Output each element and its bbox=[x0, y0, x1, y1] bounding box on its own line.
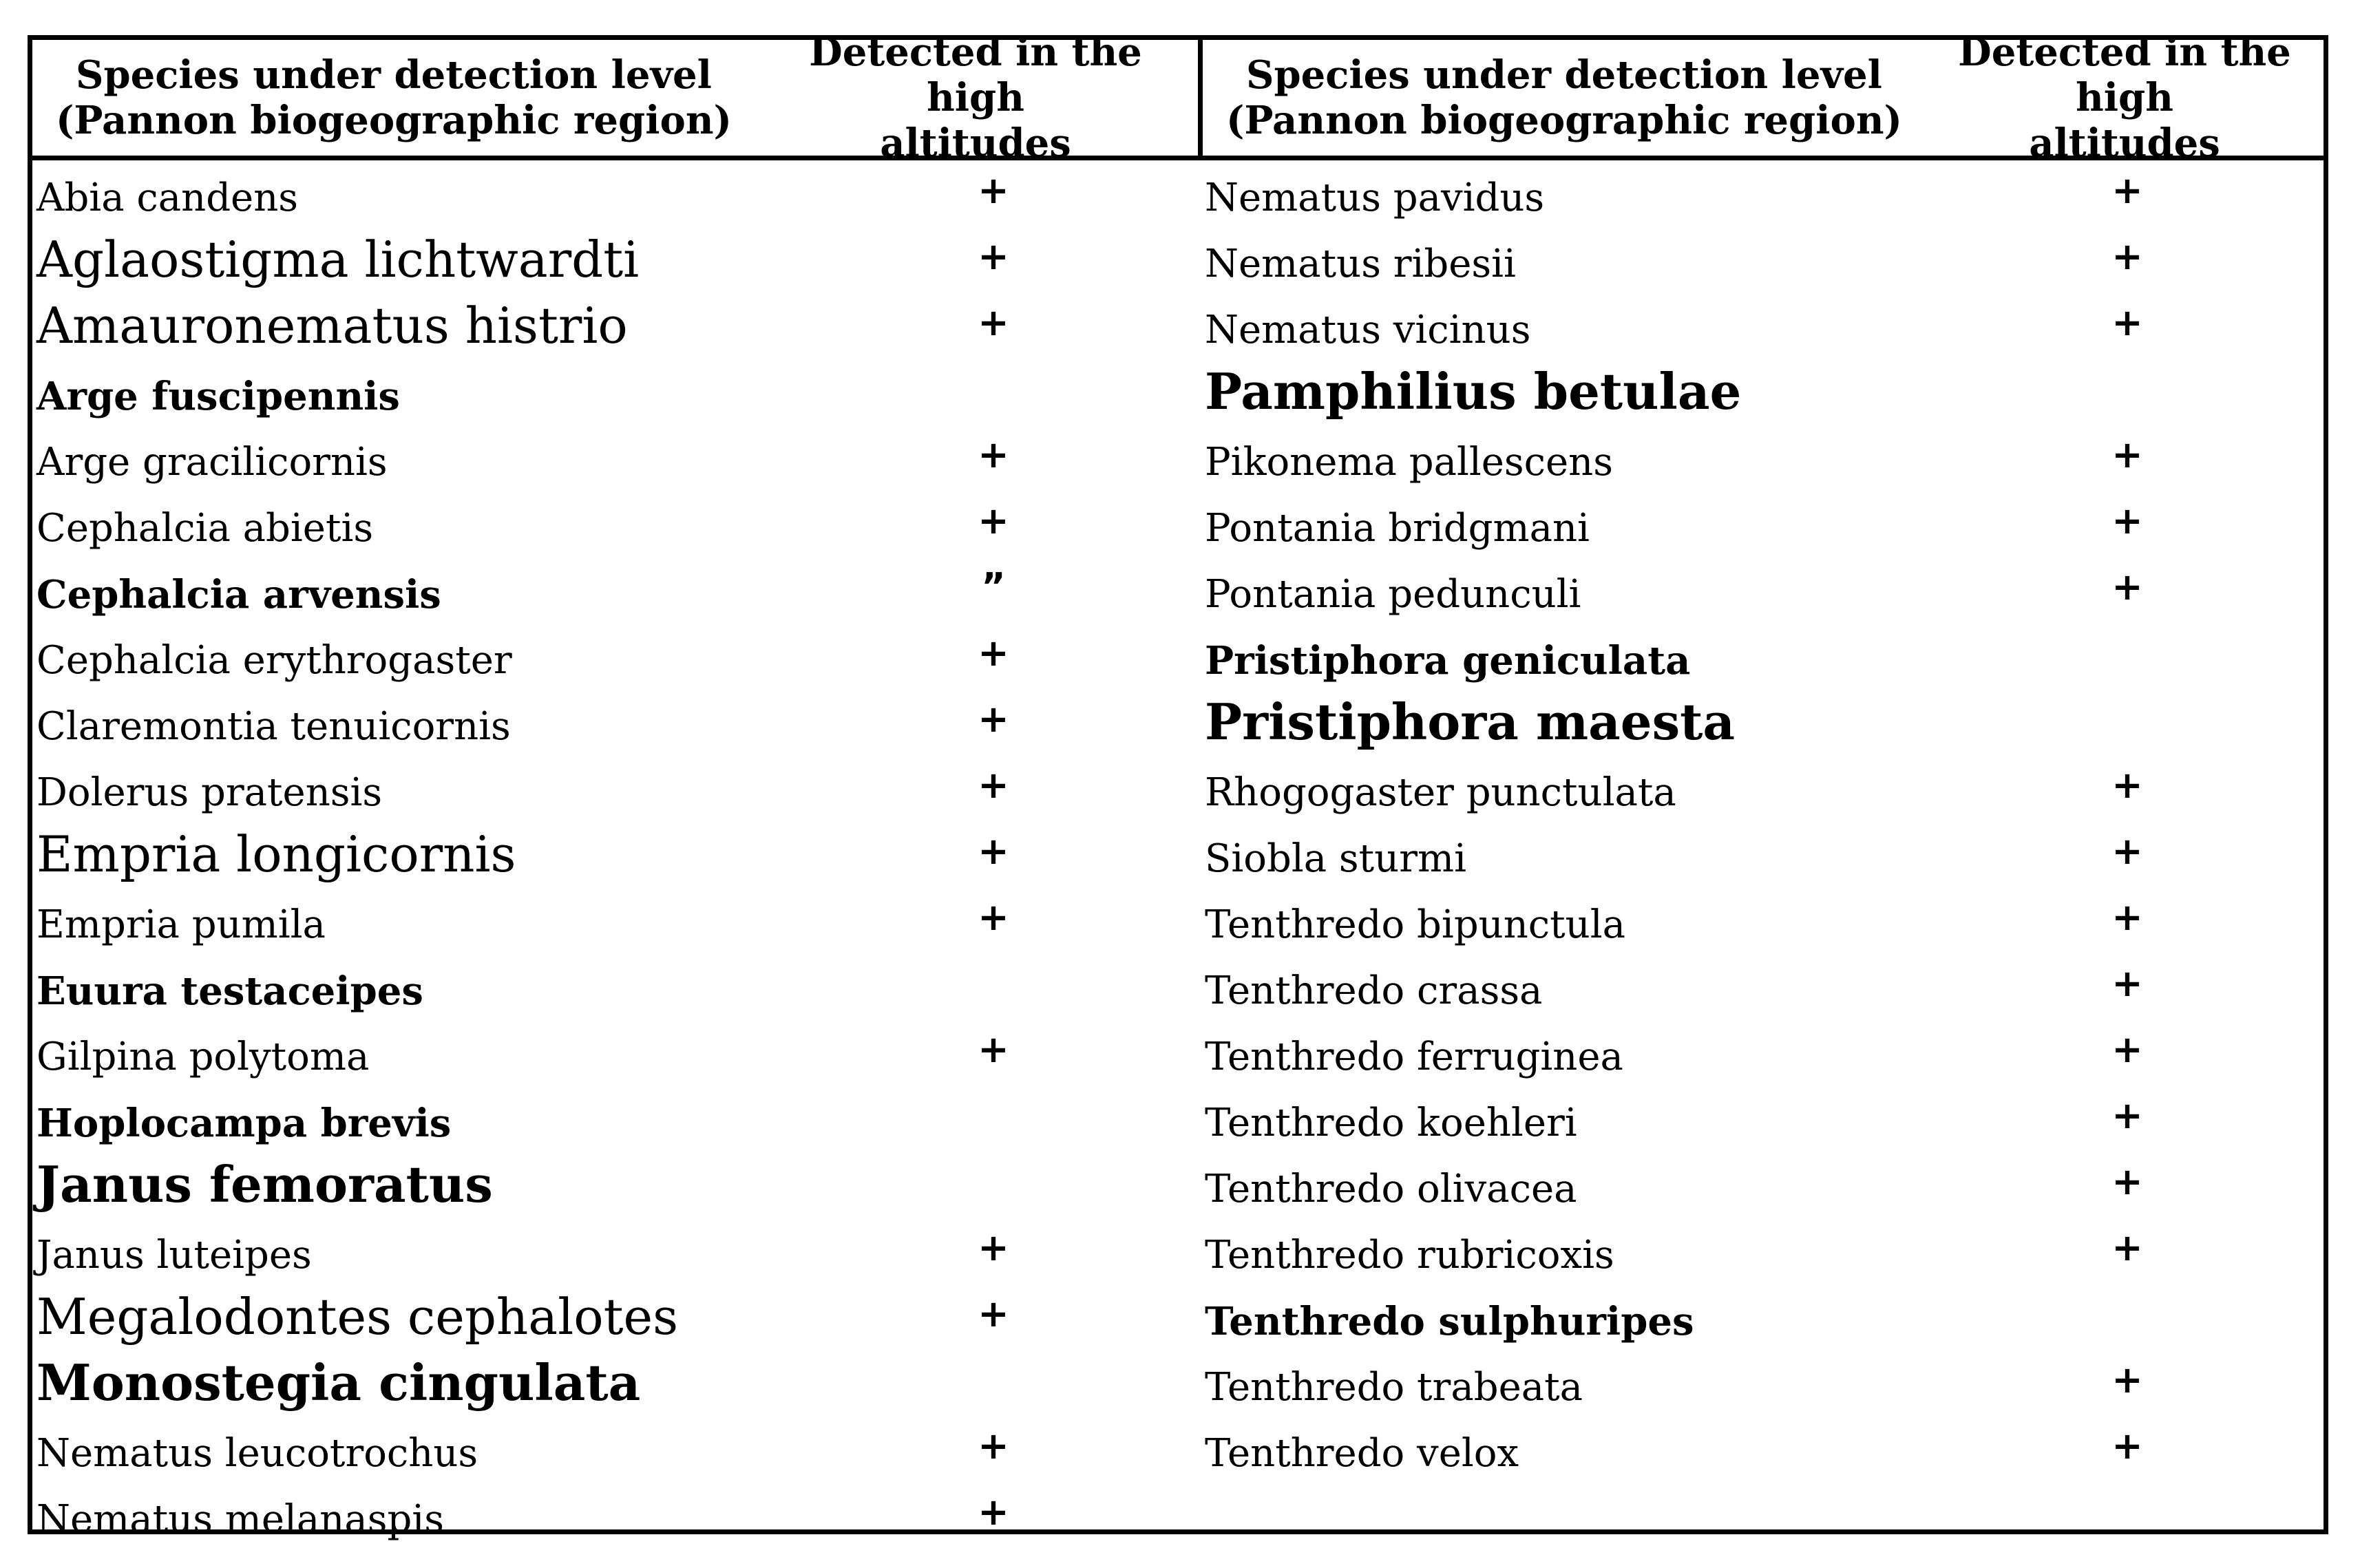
table-row bbox=[1205, 1085, 2320, 1152]
detection-mark: + bbox=[2111, 433, 2143, 476]
detection-mark: + bbox=[978, 631, 1009, 675]
species-name: Pikonema pallescens bbox=[1205, 440, 1613, 485]
species-table bbox=[28, 30, 2328, 1542]
detection-mark: + bbox=[978, 1292, 1009, 1335]
table-row bbox=[36, 623, 1193, 689]
left-column bbox=[36, 160, 1193, 1548]
table-row bbox=[36, 557, 1193, 623]
species-name: Tenthredo trabeata bbox=[1205, 1365, 1583, 1410]
detection-mark: + bbox=[978, 1424, 1009, 1468]
species-name: Empria longicornis bbox=[36, 825, 516, 883]
species-name: Tenthredo velox bbox=[1205, 1431, 1519, 1476]
species-name: Cephalcia abietis bbox=[36, 506, 374, 551]
table-row bbox=[36, 1152, 1193, 1218]
species-name: Arge gracilicornis bbox=[36, 440, 388, 485]
detection-mark: + bbox=[2111, 499, 2143, 542]
right-column bbox=[1205, 160, 2320, 1482]
species-name: Nematus melanaspis bbox=[36, 1497, 444, 1542]
detection-mark: + bbox=[2111, 1226, 2143, 1269]
species-name: Pamphilius betulae bbox=[1205, 362, 1742, 421]
table-row bbox=[1205, 1152, 2320, 1218]
species-name: Hoplocampa brevis bbox=[36, 1101, 452, 1146]
table-row bbox=[36, 160, 1193, 226]
species-name: Claremontia tenuicornis bbox=[36, 704, 511, 749]
detection-mark: + bbox=[2111, 565, 2143, 608]
table-row bbox=[36, 425, 1193, 491]
species-name: Aglaostigma lichtwardti bbox=[36, 231, 640, 288]
detection-mark: + bbox=[2111, 1160, 2143, 1203]
detection-mark: + bbox=[978, 301, 1009, 344]
header-detected-right: Detected in the high altitudes bbox=[1958, 30, 2291, 166]
header-species-left: Species under detection level (Pannon biogeographic region) bbox=[55, 52, 733, 143]
table-row bbox=[36, 359, 1193, 425]
species-name: Tenthredo rubricoxis bbox=[1205, 1233, 1614, 1278]
detection-mark: + bbox=[2111, 169, 2143, 212]
table-row bbox=[1205, 887, 2320, 953]
species-name: Tenthredo sulphuripes bbox=[1205, 1299, 1694, 1344]
detection-mark: + bbox=[978, 829, 1009, 873]
species-name: Pristiphora maesta bbox=[1205, 692, 1736, 751]
detection-mark: + bbox=[2111, 763, 2143, 807]
species-name: Tenthredo ferruginea bbox=[1205, 1035, 1623, 1079]
detection-mark: + bbox=[2111, 301, 2143, 344]
table-row bbox=[36, 755, 1193, 821]
species-name: Nematus ribesii bbox=[1205, 242, 1516, 286]
detection-mark: + bbox=[2111, 235, 2143, 278]
header-divider bbox=[1198, 40, 1203, 156]
table-row bbox=[1205, 557, 2320, 623]
species-name: Janus femoratus bbox=[36, 1155, 493, 1214]
detection-mark: + bbox=[2111, 1094, 2143, 1137]
table-row bbox=[1205, 953, 2320, 1019]
species-name: Amauronematus histrio bbox=[36, 297, 628, 354]
table-row bbox=[36, 1350, 1193, 1416]
detection-mark: + bbox=[2111, 829, 2143, 873]
species-name: Nematus vicinus bbox=[1205, 308, 1531, 352]
species-name: Cephalcia erythrogaster bbox=[36, 638, 512, 683]
species-name: Euura testaceipes bbox=[36, 968, 423, 1014]
table-row bbox=[36, 821, 1193, 887]
table-row bbox=[36, 293, 1193, 359]
species-name: Pristiphora geniculata bbox=[1205, 638, 1691, 684]
table-row bbox=[36, 887, 1193, 953]
table-row bbox=[1205, 755, 2320, 821]
detection-mark: + bbox=[978, 1226, 1009, 1269]
table-row bbox=[1205, 1416, 2320, 1482]
table-row bbox=[36, 953, 1193, 1019]
species-name: Cephalcia arvensis bbox=[36, 572, 441, 617]
detection-mark: + bbox=[978, 499, 1009, 542]
table-row bbox=[1205, 160, 2320, 226]
detection-mark: + bbox=[2111, 1424, 2143, 1468]
species-name: Gilpina polytoma bbox=[36, 1035, 370, 1079]
species-name: Dolerus pratensis bbox=[36, 770, 383, 815]
detection-mark: + bbox=[978, 697, 1009, 741]
species-name: Abia candens bbox=[36, 176, 298, 220]
species-name: Tenthredo bipunctula bbox=[1205, 902, 1626, 947]
table-row bbox=[1205, 491, 2320, 557]
detection-mark: ” bbox=[981, 565, 1006, 608]
detection-mark: + bbox=[2111, 962, 2143, 1005]
table-header bbox=[32, 30, 2324, 166]
header-species-right: Species under detection level (Pannon biogeographic region) bbox=[1225, 52, 1903, 143]
species-name: Megalodontes cephalotes bbox=[36, 1288, 679, 1346]
species-name: Nematus leucotrochus bbox=[36, 1431, 478, 1476]
table-row bbox=[1205, 623, 2320, 689]
species-name: Tenthredo olivacea bbox=[1205, 1167, 1577, 1211]
table-row bbox=[36, 491, 1193, 557]
table-row bbox=[36, 1085, 1193, 1152]
table-row bbox=[1205, 359, 2320, 425]
detection-mark: + bbox=[978, 433, 1009, 476]
table-row bbox=[36, 1482, 1193, 1548]
species-name: Pontania pedunculi bbox=[1205, 572, 1581, 617]
table-row bbox=[1205, 1218, 2320, 1284]
species-name: Tenthredo koehleri bbox=[1205, 1101, 1577, 1145]
table-row bbox=[1205, 226, 2320, 293]
table-row bbox=[36, 1416, 1193, 1482]
species-name: Empria pumila bbox=[36, 902, 326, 947]
table-row bbox=[1205, 821, 2320, 887]
species-name: Tenthredo crassa bbox=[1205, 968, 1543, 1013]
species-name: Arge fuscipennis bbox=[36, 374, 400, 419]
table-row bbox=[36, 689, 1193, 755]
species-name: Janus luteipes bbox=[36, 1233, 312, 1278]
detection-mark: + bbox=[2111, 896, 2143, 939]
table-row bbox=[36, 226, 1193, 293]
detection-mark: + bbox=[978, 235, 1009, 278]
detection-mark: + bbox=[2111, 1028, 2143, 1071]
detection-mark: + bbox=[978, 896, 1009, 939]
species-name: Siobla sturmi bbox=[1205, 836, 1467, 881]
table-row bbox=[1205, 1019, 2320, 1085]
table-row bbox=[36, 1284, 1193, 1350]
detection-mark: + bbox=[978, 1490, 1009, 1534]
species-name: Nematus pavidus bbox=[1205, 176, 1545, 220]
table-row bbox=[36, 1019, 1193, 1085]
table-row bbox=[1205, 1284, 2320, 1350]
detection-mark: + bbox=[2111, 1358, 2143, 1401]
table-row bbox=[1205, 425, 2320, 491]
table-row bbox=[1205, 1350, 2320, 1416]
species-name: Rhogogaster punctulata bbox=[1205, 770, 1676, 815]
detection-mark: + bbox=[978, 1028, 1009, 1071]
table-row bbox=[36, 1218, 1193, 1284]
table-row bbox=[1205, 689, 2320, 755]
species-name: Monostegia cingulata bbox=[36, 1353, 641, 1412]
table-row bbox=[1205, 293, 2320, 359]
header-detected-left: Detected in the high altitudes bbox=[809, 30, 1142, 166]
detection-mark: + bbox=[978, 169, 1009, 212]
detection-mark: + bbox=[978, 763, 1009, 807]
species-name: Pontania bridgmani bbox=[1205, 506, 1590, 551]
